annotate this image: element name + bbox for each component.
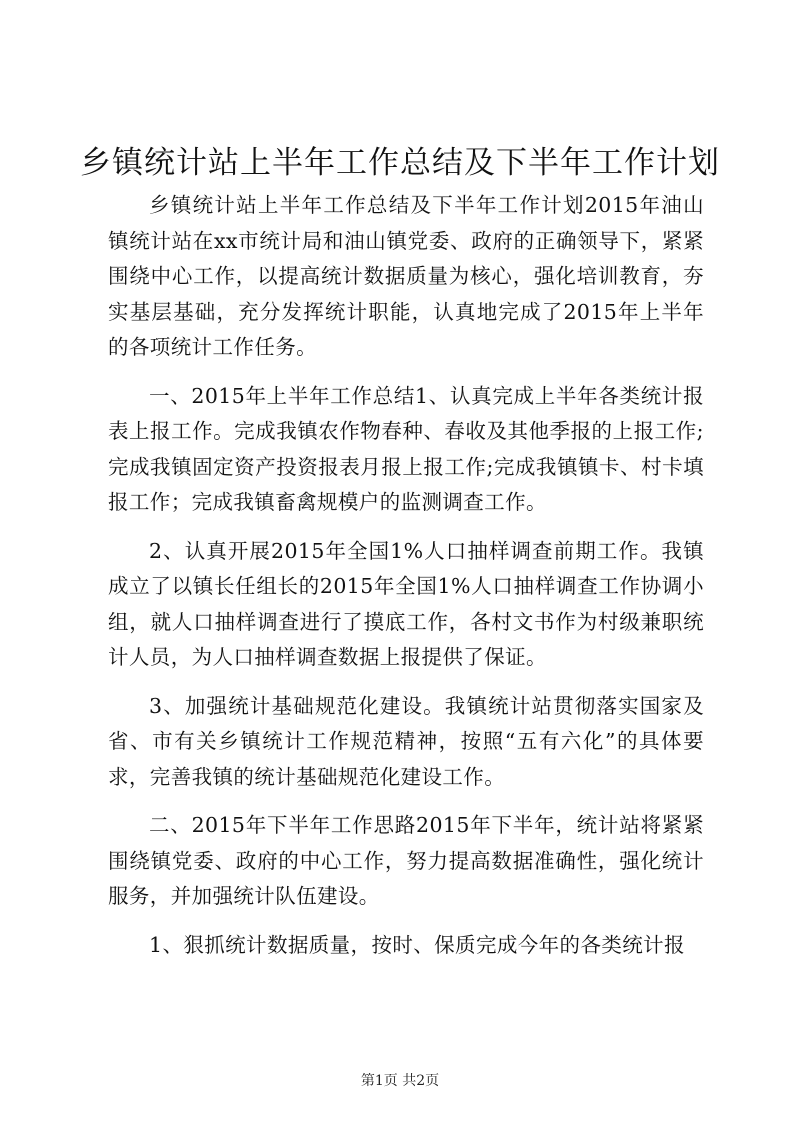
document-title: 乡镇统计站上半年工作总结及下半年工作计划 [80,145,720,181]
paragraph-standardization: 3、加强统计基础规范化建设。我镇统计站贯彻落实国家及省、市有关乡镇统计工作规范精神，按照“五有六化”的具体要求，完善我镇的统计基础规范化建设工作。 [108,693,704,789]
paragraph-population-survey: 2、认真开展2015年全国1%人口抽样调查前期工作。我镇成立了以镇长任组长的2015年全国1%人口抽样调查工作协调小组，就人口抽样调查进行了摸底工作，各村文书作为村级兼职统计人员，为人口抽样调查数据上报提供了保证。 [108,538,704,669]
paragraph-first-half-summary: 一、2015年上半年工作总结1、认真完成上半年各类统计报表上报工作。完成我镇农作物春种、春收及其他季报的上报工作;完成我镇固定资产投资报表月报上报工作;完成我镇镇卡、村卡填报工作；完成我镇畜禽规模户的监测调查工作。 [108,383,704,514]
paragraph-second-half-plan: 二、2015年下半年工作思路2015年下半年，统计站将紧紧围绕镇党委、政府的中心工作，努力提高数据准确性，强化统计服务，并加强统计队伍建设。 [108,813,704,908]
page-number-footer: 第1页 共2页 [360,1073,440,1089]
paragraph-intro: 乡镇统计站上半年工作总结及下半年工作计划2015年油山镇统计站在xx市统计局和油山镇党委、政府的正确领导下，紧紧围绕中心工作，以提高统计数据质量为核心，强化培训教育，夯实基层基础，充分发挥统计职能，认真地完成了2015年上半年的各项统计工作任务。 [108,193,704,359]
document-body [108,188,704,976]
paragraph-data-quality: 1、狠抓统计数据质量，按时、保质完成今年的各类统计报 [149,932,685,957]
